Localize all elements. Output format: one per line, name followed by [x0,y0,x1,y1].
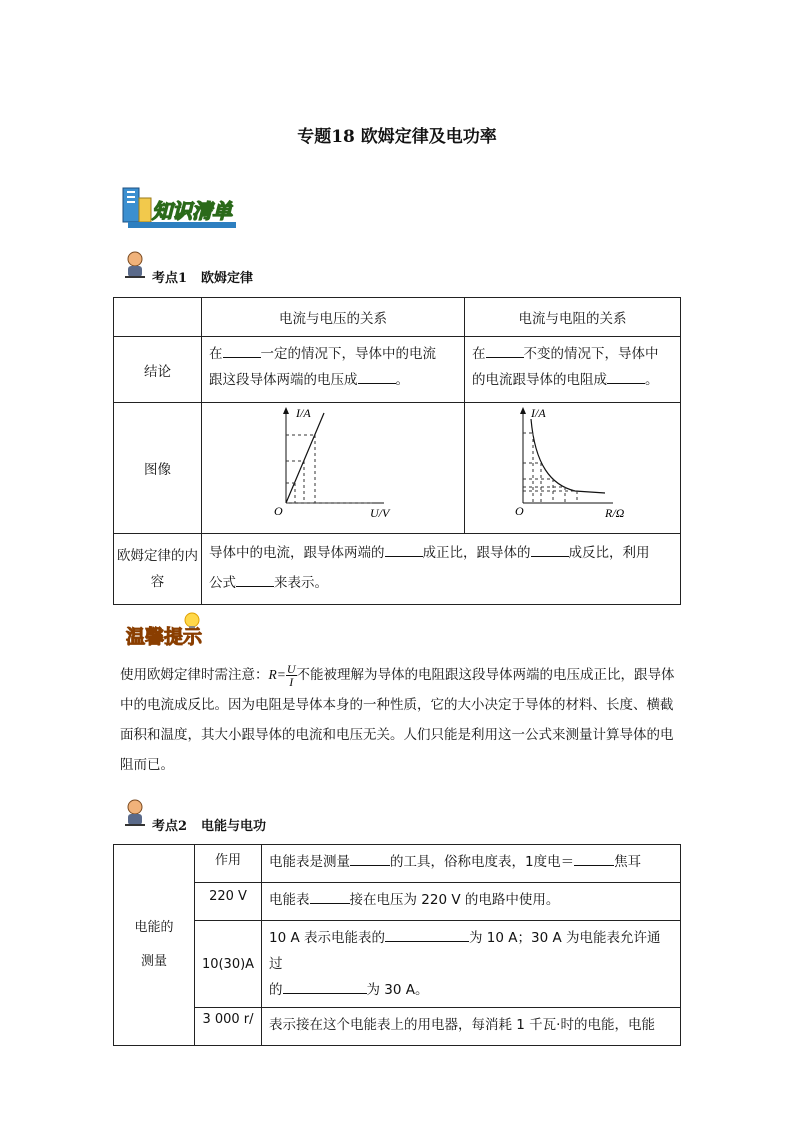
origin-label: O [515,504,524,518]
row-voltage: 电能表 接在电压为 220 V 的电路中使用。 [262,883,681,921]
row-label-law-content: 欧姆定律的内容 [114,534,202,605]
param-purpose: 作用 [195,845,262,883]
point-1-heading [152,267,253,286]
formula-fraction: $\frac{U}{I}$ [286,661,296,689]
lightbulb-icon [185,613,199,627]
row-label-conclusion: 结论 [114,337,202,403]
page-title: 专题18 欧姆定律及电功率 [297,127,497,147]
graph-resistance-cell [465,403,681,534]
y-axis-label: I/A [531,406,546,420]
energy-meter-table [113,844,681,1046]
row-label-graph: 图像 [114,403,202,534]
book-stack-icon [120,186,238,230]
knowledge-list-banner [120,186,238,230]
x-axis-label: R/Ω [605,506,625,520]
point-1-label: 考点1 [152,271,188,286]
current-resistance-graph [465,403,680,529]
row-purpose: 电能表是测量 的工具，俗称电度表，1度电＝ 焦耳 [262,845,681,883]
graph-voltage-cell [202,403,465,534]
row-current: 10 A 表示电能表的 为 10 A；30 A 为电能表允许通过 的 为 30 A。 [262,921,681,1008]
ohms-law-table [113,297,681,605]
row-revolutions: 表示接在这个电能表上的用电器，每消耗 1 千瓦·时的电能，电能 [262,1008,681,1046]
law-content: 导体中的电流，跟导体两端的 成正比，跟导体的 成反比，利用 公式 来表示。 [202,534,681,605]
conclusion-voltage: 在 一定的情况下，导体中的电流 跟这段导体两端的电压成 。 [202,337,465,403]
point-2-name: 电能与电功 [201,819,267,834]
point-2-heading [152,815,266,834]
teacher-avatar-icon [122,799,148,827]
x-axis-label: U/V [370,506,390,520]
conclusion-resistance: 在 不变的情况下，导体中 的电流跟导体的电阻成 。 [465,337,681,403]
param-current: 10(30)A [195,921,262,1008]
param-revolutions: 3 000 r/ [195,1008,262,1046]
group-label-meter: 电能的 测量 [114,845,195,1046]
header-current-voltage: 电流与电压的关系 [202,298,465,337]
header-current-resistance: 电流与电阻的关系 [465,298,681,337]
point-2-label: 考点2 [152,819,188,834]
y-axis-label: I/A [296,406,311,420]
origin-label: O [274,504,283,518]
current-voltage-graph [202,403,464,529]
knowledge-banner-text: 知识清单 [152,199,232,223]
point-1-name: 欧姆定律 [201,271,254,286]
param-voltage: 220 V [195,883,262,921]
warm-tip-banner [120,610,212,650]
tip-paragraph: 使用欧姆定律时需注意：R= $\frac{U}{I}$ 不能被理解为导体的电阻跟这段导体两端的电压成正比，跟导体中的电流成反比。因为电阻是导体本身的一种性质，它的大小决定于导体的材料、长度、横截面积和温度，其大小跟导体的电流和电压无关。人们只能是利用这一公式来测量计算导体的电阻而已。 [120,661,675,773]
warm-tip-text: 温馨提示 [125,626,203,648]
teacher-avatar-icon [122,251,148,279]
